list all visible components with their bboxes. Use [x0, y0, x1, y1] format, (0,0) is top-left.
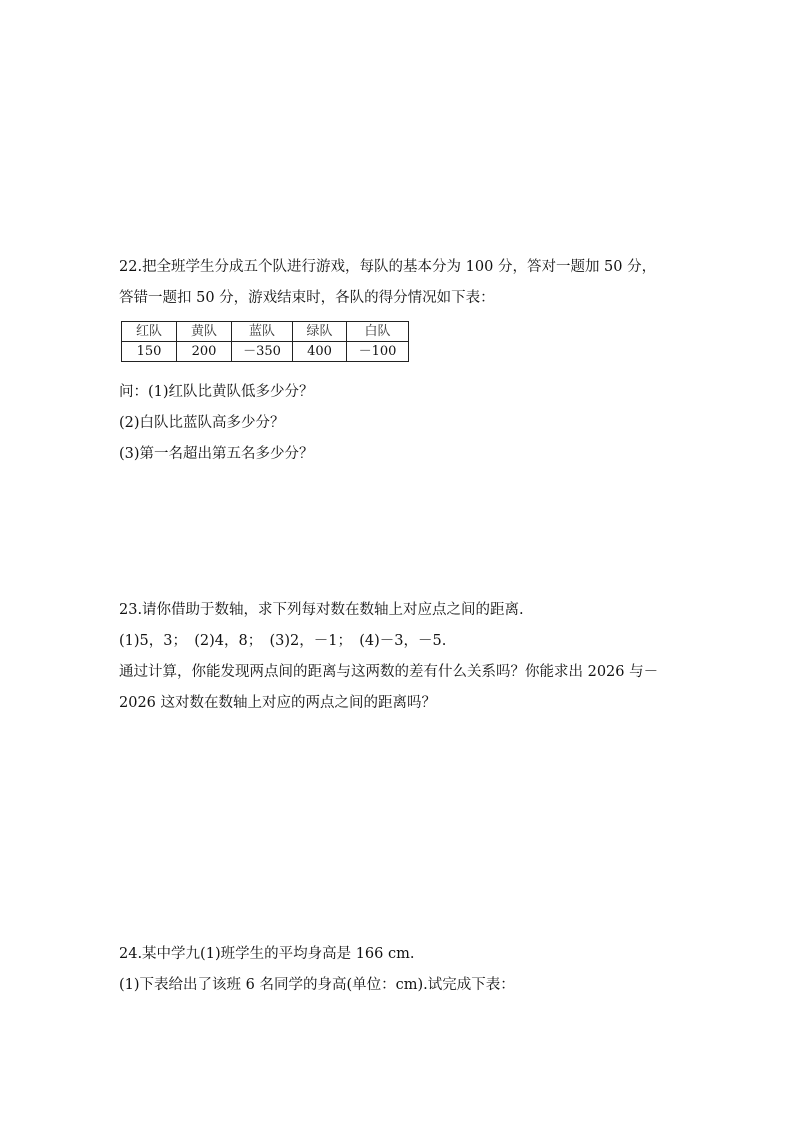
header-blue-team: 蓝队 [232, 322, 293, 342]
q24-stem-line-1: 24.某中学九(1)班学生的平均身高是 166 cm. [119, 946, 415, 962]
q23-number-pairs: (1)5，3； (2)4，8； (3)2，－1； (4)－3，－5. [119, 633, 447, 649]
q23-stem-line-3: 通过计算，你能发现两点间的距离与这两数的差有什么关系吗？你能求出 2026 与－ [119, 664, 659, 680]
q22-sub-question-1: 问：(1)红队比黄队低多少分？ [119, 384, 314, 400]
score-red-team: 150 [122, 342, 177, 362]
q23-stem-line-4: 2026 这对数在数轴上对应的两点之间的距离吗？ [119, 695, 437, 711]
q24-stem-line-2: (1)下表给出了该班 6 名同学的身高(单位：cm).试完成下表： [119, 977, 515, 993]
header-yellow-team: 黄队 [177, 322, 232, 342]
q22-stem-line-1: 22.把全班学生分成五个队进行游戏，每队的基本分为 100 分，答对一题加 50 分， [119, 259, 657, 275]
score-blue-team: －350 [232, 342, 293, 362]
header-white-team: 白队 [347, 322, 409, 342]
q22-sub-question-2: (2)白队比蓝队高多少分？ [119, 415, 285, 431]
score-white-team: －100 [347, 342, 409, 362]
header-red-team: 红队 [122, 322, 177, 342]
team-score-row [122, 342, 409, 362]
team-score-table [121, 321, 409, 362]
q22-stem-line-2: 答错一题扣 50 分，游戏结束时，各队的得分情况如下表： [119, 290, 495, 306]
header-green-team: 绿队 [293, 322, 347, 342]
score-yellow-team: 200 [177, 342, 232, 362]
score-green-team: 400 [293, 342, 347, 362]
team-header-row [122, 322, 409, 342]
q23-stem-line-1: 23.请你借助于数轴，求下列每对数在数轴上对应点之间的距离. [119, 602, 524, 618]
q22-sub-question-3: (3)第一名超出第五名多少分？ [119, 446, 314, 462]
